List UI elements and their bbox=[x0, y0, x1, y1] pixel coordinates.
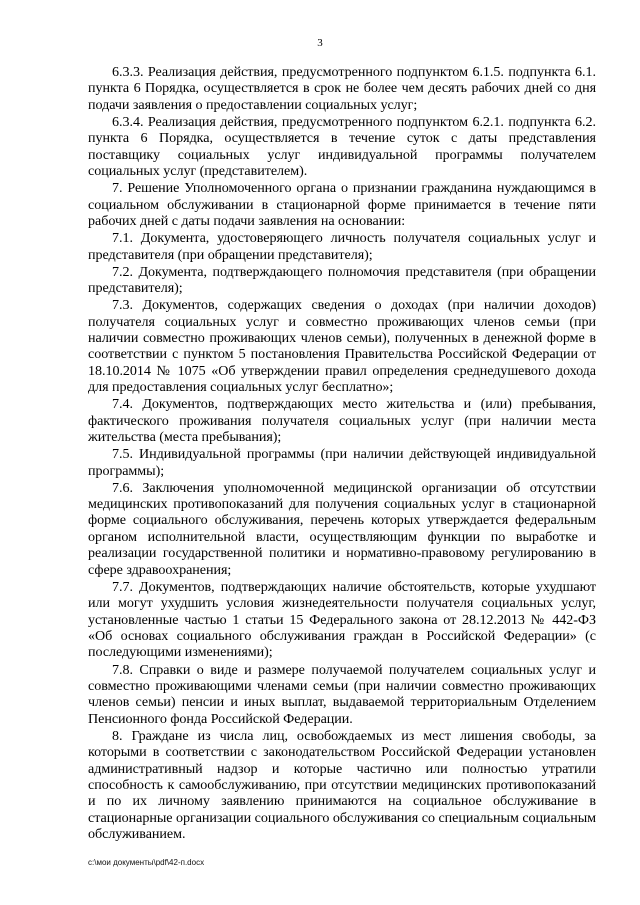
paragraph-7-2: 7.2. Документа, подтверждающего полномочия представителя (при обращении представителя); bbox=[88, 263, 596, 297]
paragraph-7-3: 7.3. Документов, содержащих сведения о доходах (при наличии доходов) получателя социальных услуг и совместно проживающих членов семьи (при наличии совместно проживающих членов семьи), полученных в денежной форме в соответствии с пунктом 5 постановления Правительства Российской Федерации от 18.10.2014 № 1075 «Об утверждении правил определения среднедушевого дохода для предоставления социальных услуг бесплатно»; bbox=[88, 297, 596, 396]
paragraph-8: 8. Граждане из числа лиц, освобождаемых из мест лишения свободы, за которыми в соответствии с законодательством Российской Федерации установлен административный надзор и которые частично или полностью утратили способность к самообслуживанию, при отсутствии медицинских противопоказаний и по их личному заявлению принимаются на социальное обслуживание в стационарные организации социального обслуживания со специальным социальным обслуживанием. bbox=[88, 727, 596, 843]
paragraph-7-5: 7.5. Индивидуальной программы (при наличии действующей индивидуальной программы); bbox=[88, 446, 596, 479]
page-number: 3 bbox=[317, 37, 323, 49]
paragraph-6-3-3: 6.3.3. Реализация действия, предусмотренного подпунктом 6.1.5. подпункта 6.1. пункта 6 Порядка, осуществляется в срок не более чем десять рабочих дней со дня подачи заявления о предоставлении социальных услуг; bbox=[88, 64, 596, 113]
paragraph-6-3-4: 6.3.4. Реализация действия, предусмотренного подпунктом 6.2.1. подпункта 6.2. пункта 6 Порядка, осуществляется в течение суток с даты представления поставщику социальных услуг индивидуальной программы получателем социальных услуг (представителем). bbox=[88, 113, 596, 180]
paragraph-7-8: 7.8. Справки о виде и размере получаемой получателем социальных услуг и совместно проживающими членами семьи (при наличии совместно проживающих членов семьи) пенсии и иных выплат, выдаваемой территориальным Отделением Пенсионного фонда Российской Федерации. bbox=[88, 661, 596, 727]
paragraph-7: 7. Решение Уполномоченного органа о признании гражданина нуждающимся в социальном обслуживании в стационарной форме принимается в течение пяти рабочих дней с даты подачи заявления на основании: bbox=[88, 180, 596, 230]
paragraph-7-1: 7.1. Документа, удостоверяющего личность получателя социальных услуг и представителя (при обращении представителя); bbox=[88, 230, 596, 263]
paragraph-7-4: 7.4. Документов, подтверждающих место жительства и (или) пребывания, фактического проживания получателя социальных услуг (при наличии места жительства (места пребывания); bbox=[88, 396, 596, 446]
footer-file-path: c:\мои документы\pdf\42-п.docx bbox=[88, 858, 205, 867]
paragraph-7-7: 7.7. Документов, подтверждающих наличие обстоятельств, которые ухудшают или могут ухудшить условия жизнедеятельности получателя социальных услуг, установленные частью 1 статьи 15 Федерального закона от 28.12.2013 № 442-ФЗ «Об основах социального обслуживания граждан в Российской Федерации» (с последующими изменениями); bbox=[88, 578, 596, 661]
paragraph-7-6: 7.6. Заключения уполномоченной медицинской организации об отсутствии медицинских противопоказаний для получения социальных услуг в стационарной форме социального обслуживания, перечень которых утверждается федеральным органом исполнительной власти, осуществляющим функции по выработке и реализации государственной политики и нормативно-правовому регулированию в сфере здравоохранения; bbox=[88, 479, 596, 578]
document-body bbox=[88, 64, 596, 843]
